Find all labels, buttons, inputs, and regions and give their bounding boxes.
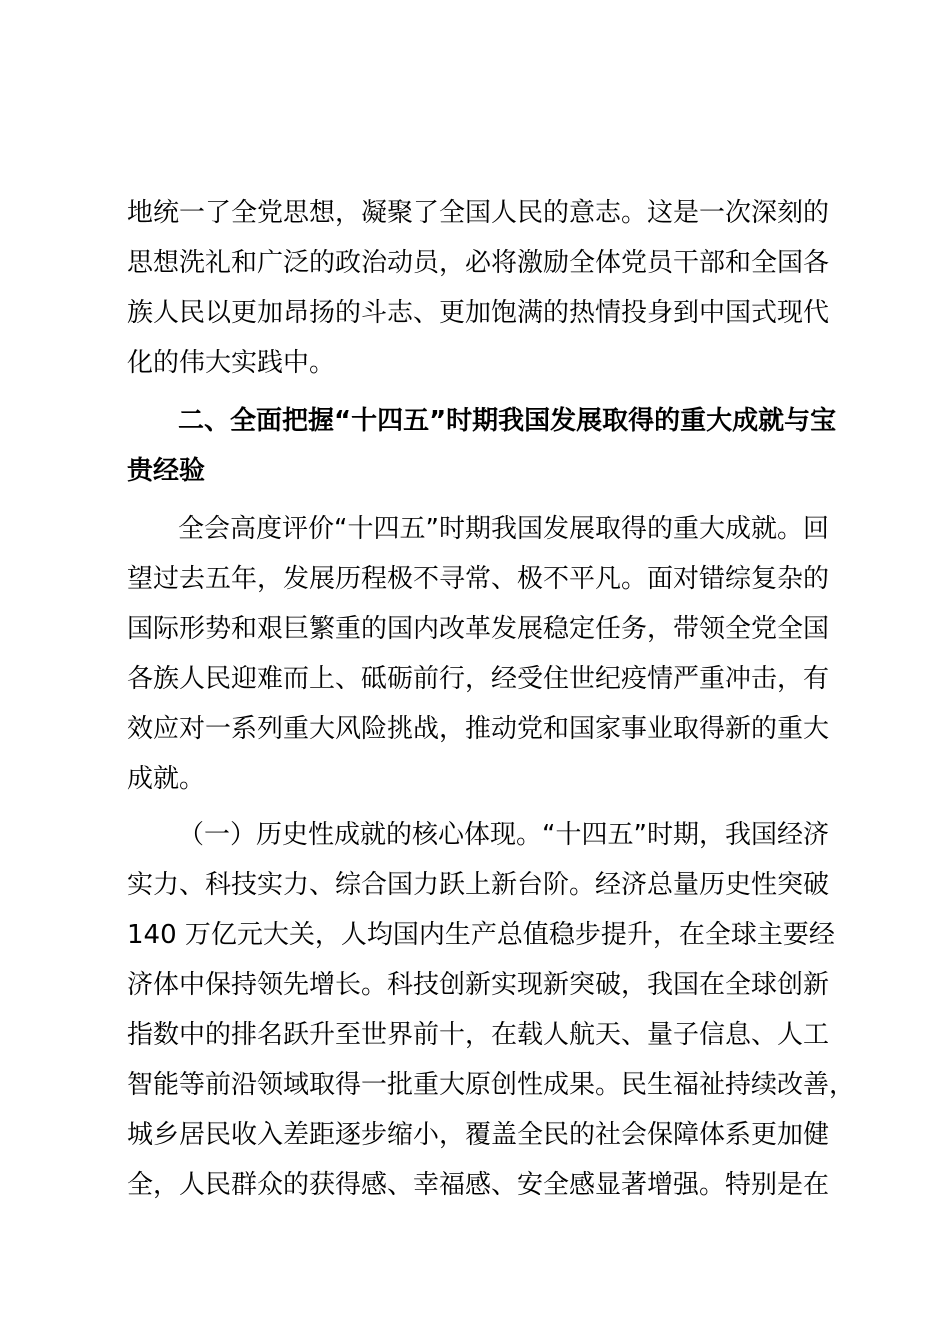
subsection-heading-line: （一）历史性成就的核心体现。“十四五”时期，我国经济 [178,820,829,850]
body-text-line: 族人民以更加昂扬的斗志、更加饱满的热情投身到中国式现代 [127,298,830,328]
body-text-line: 思想洗礼和广泛的政治动员，必将激励全体党员干部和全国各 [127,248,830,278]
body-text-line: 化的伟大实践中。 [127,348,336,378]
section-heading: 二、全面把握“十四五”时期我国发展取得的重大成就与宝 [178,406,837,436]
body-text-line: 实力、科技实力、综合国力跃上新台阶。经济总量历史性突破 [127,870,830,900]
body-text-line: 济体中保持领先增长。科技创新实现新突破，我国在全球创新 [127,970,830,1000]
body-text-line: 全，人民群众的获得感、幸福感、安全感显著增强。特别是在 [127,1170,830,1200]
body-text-line: 国际形势和艰巨繁重的国内改革发展稳定任务，带领全党全国 [127,614,830,644]
body-text-line: 城乡居民收入差距逐步缩小，覆盖全民的社会保障体系更加健 [127,1120,830,1150]
section-heading: 贵经验 [127,456,206,486]
body-text-line: 成就。 [127,764,206,794]
body-text-line: 望过去五年，发展历程极不寻常、极不平凡。面对错综复杂的 [127,564,830,594]
body-text-line: 各族人民迎难而上、砥砺前行，经受住世纪疫情严重冲击，有 [127,664,830,694]
body-text-line: 全会高度评价“十四五”时期我国发展取得的重大成就。回 [178,514,829,544]
body-text-line: 指数中的排名跃升至世界前十，在载人航天、量子信息、人工 [127,1020,830,1050]
body-text-line: 140 万亿元大关，人均国内生产总值稳步提升，在全球主要经 [127,920,835,950]
body-text-line: 效应对一系列重大风险挑战，推动党和国家事业取得新的重大 [127,714,830,744]
body-text-line: 智能等前沿领域取得一批重大原创性成果。民生福祉持续改善， [127,1070,856,1100]
body-text-line: 地统一了全党思想，凝聚了全国人民的意志。这是一次深刻的 [127,198,830,228]
